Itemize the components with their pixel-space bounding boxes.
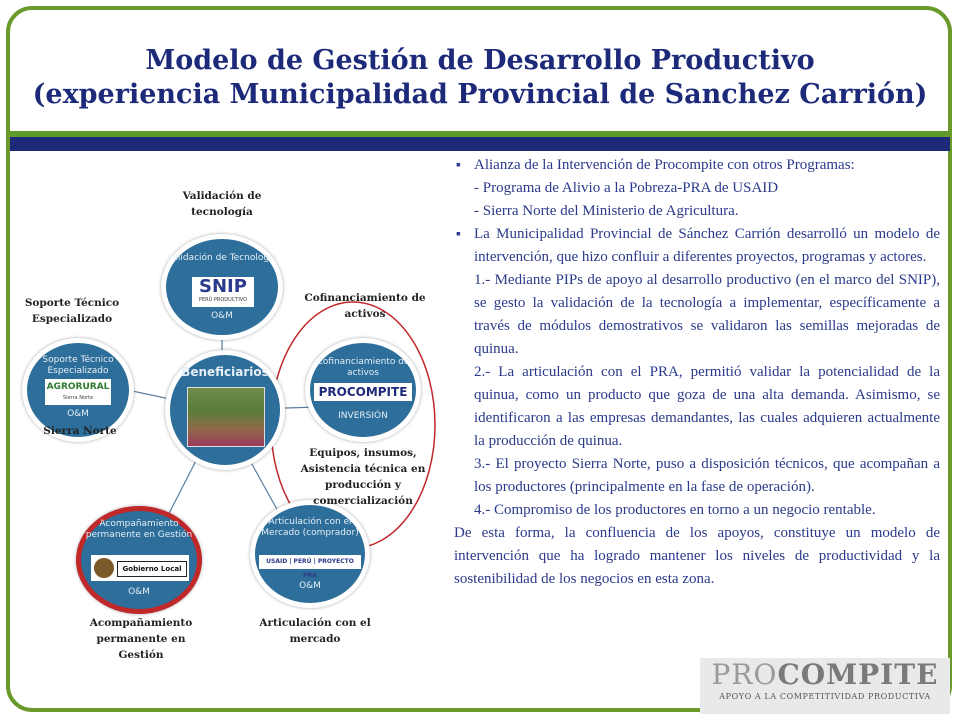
node-cofinanciamiento xyxy=(305,338,421,442)
node-validacion-om: O&M xyxy=(211,311,233,321)
label-acompanamiento: Acompañamiento permanente en Gestión xyxy=(89,617,193,661)
node-cofinanciamiento-om: INVERSIÓN xyxy=(338,411,388,421)
snip-logo: SNIP PERÚ PRODUCTIVO xyxy=(192,277,254,307)
bullet-municipalidad: ▪ La Municipalidad Provincial de Sánchez Carrión desarrolló un modelo de intervención, que hizo confluir a diferentes proyectos, programas y actores. xyxy=(454,223,940,269)
node-beneficiarios-label: Beneficiarios xyxy=(181,365,269,379)
label-soporte-tecnico: Soporte Técnico Especializado xyxy=(24,297,120,325)
node-acompanamiento-om: O&M xyxy=(128,587,150,597)
node-validacion xyxy=(161,234,283,340)
alianza-line-3: - Sierra Norte del Ministerio de Agricultura. xyxy=(474,203,739,219)
label-sierra-norte: Sierra Norte xyxy=(43,425,117,437)
point-4: 4.- Compromiso de los productores en torno a un negocio rentable. xyxy=(474,502,876,518)
node-validacion-label: Validación de Tecnología xyxy=(166,253,278,263)
title-underline-blue xyxy=(10,137,950,151)
alianza-line-2: - Programa de Alivio a la Pobreza-PRA de USAID xyxy=(474,180,779,196)
municipal-seal-icon xyxy=(94,558,114,578)
bullet-alianza xyxy=(454,154,940,223)
beneficiaries-photo xyxy=(187,387,265,447)
point-1: 1.- Mediante PIPs de apoyo al desarrollo productivo (en el marco del SNIP), se gesto la validación de la tecnología a implementar, específicamente a través de módulos demostrativos se validaron las semillas mejoradas de quinua. xyxy=(474,272,940,357)
slide-title xyxy=(0,44,960,112)
usaid-pra-logo: USAID | PERÚ | PROYECTO PRA xyxy=(259,555,361,569)
point-2: 2.- La articulación con el PRA, permitió validar la potencialidad de la quinua, como un producto que goza de una alta demanda. Asimismo, se identificaron a las empresas demandantes, las cuales adquieren actualmente la producción de quinua. xyxy=(474,364,940,449)
label-articulacion-mercado: Articulación con el mercado xyxy=(259,617,371,645)
alianza-line-1: Alianza de la Intervención de Procompite con otros Programas: xyxy=(474,157,855,173)
node-cofinanciamiento-label: Cofinanciamiento de activos xyxy=(316,357,410,378)
point-3: 3.- El proyecto Sierra Norte, puso a disposición técnicos, que acompañan a los productores (principalmente en la fase de operación). xyxy=(474,456,940,495)
gobierno-local-logo: Gobierno Local xyxy=(91,555,189,581)
label-cofinanciamiento: Cofinanciamiento de activos xyxy=(304,292,426,320)
node-articulacion xyxy=(250,500,370,608)
agrorural-logo: AGRORURAL Sierra Norte xyxy=(45,379,111,405)
brand-tagline: APOYO A LA COMPETITIVIDAD PRODUCTIVA xyxy=(719,692,931,701)
label-equipos-asistencia: Equipos, insumos, Asistencia técnica en producción y comercialización xyxy=(300,447,426,507)
model-diagram xyxy=(0,150,460,670)
procompite-logo: PROCOMPITE xyxy=(314,383,412,401)
title-line-1: Modelo de Gestión de Desarrollo Productivo xyxy=(145,45,815,76)
node-articulacion-label: Articulación con el Mercado (comprador) xyxy=(261,517,359,538)
node-articulacion-om: O&M xyxy=(299,581,321,591)
node-soporte-label: Soporte Técnico Especializado xyxy=(42,355,114,376)
node-soporte-om: O&M xyxy=(67,409,89,419)
closing-paragraph: De esta forma, la confluencia de los apoyos, constituye un modelo de intervención que ha logrado mantener los niveles de productividad y la sostenibilidad de los negocios en esta zona. xyxy=(454,525,940,587)
brand-wordmark: PROCOMPITE xyxy=(711,658,939,691)
node-beneficiarios xyxy=(165,350,285,470)
title-line-2: (experiencia Municipalidad Provincial de Sanchez Carrión) xyxy=(32,79,928,110)
node-acompanamiento-label: Acompañamiento permanente en Gestión xyxy=(85,519,193,540)
label-validacion-tecnologia: Validación de tecnología xyxy=(182,190,262,218)
procompite-brand xyxy=(700,658,950,714)
node-acompanamiento xyxy=(76,506,202,614)
description-panel xyxy=(454,154,940,591)
